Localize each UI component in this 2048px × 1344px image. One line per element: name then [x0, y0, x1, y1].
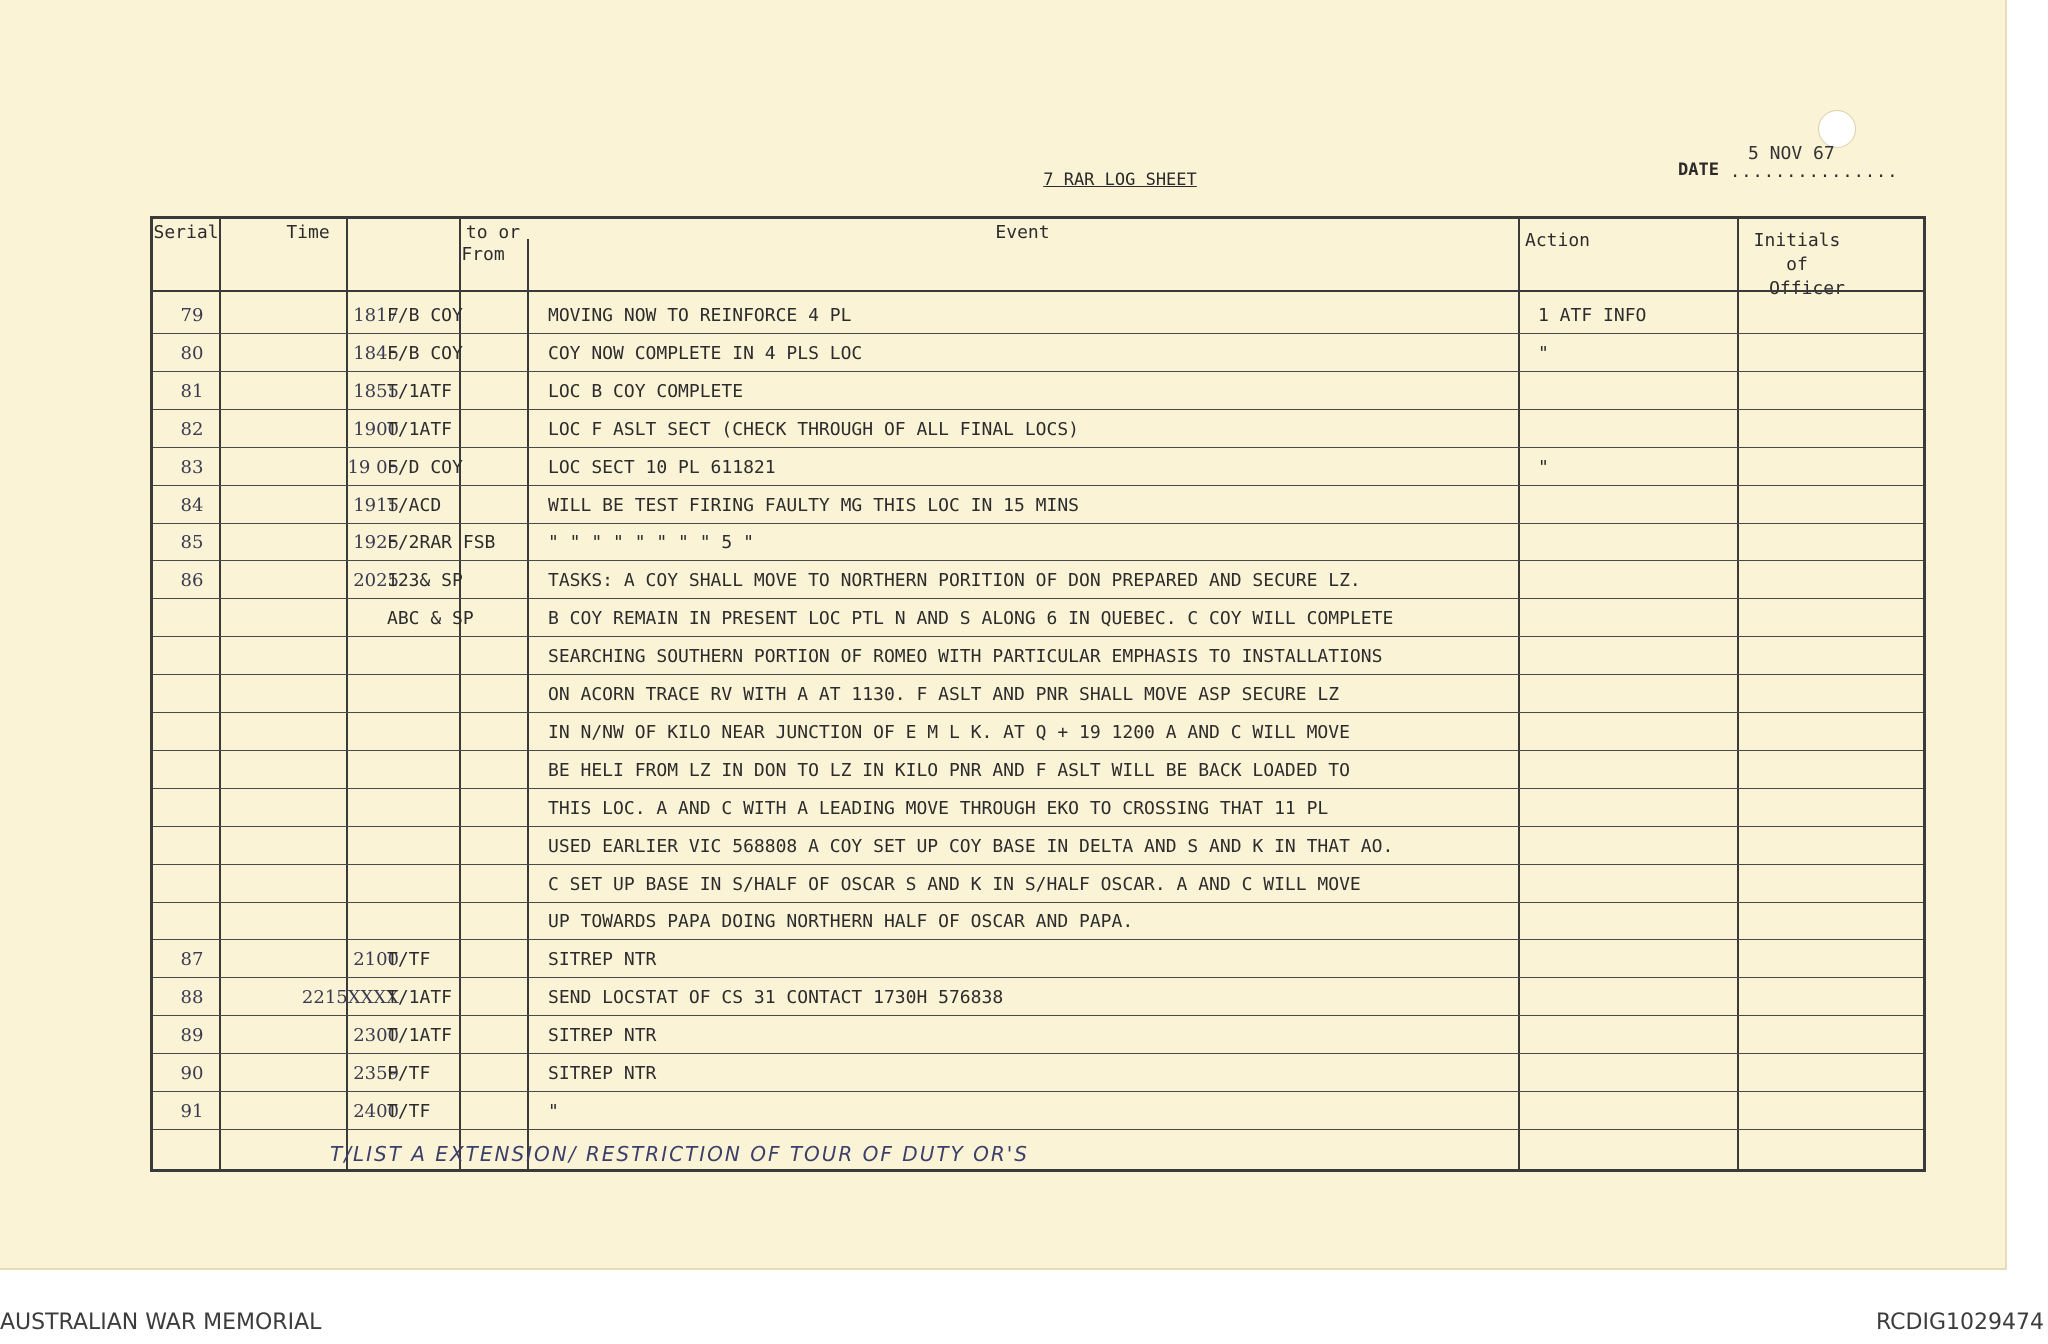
row-time: 1845 — [353, 342, 399, 364]
row-rule — [153, 750, 1923, 751]
row-from: T/1ATF — [387, 380, 453, 402]
header-from-line2: From — [461, 244, 505, 265]
date-label: DATE — [1678, 160, 1719, 180]
row-from: F/TF — [387, 1063, 431, 1084]
row-event: SEARCHING SOUTHERN PORTION OF ROMEO WITH PARTICULAR EMPHASIS TO INSTALLATIONS — [548, 646, 1383, 668]
row-rule — [153, 864, 1923, 865]
row-from: 123& SP — [387, 570, 463, 592]
row-time: 1915 — [353, 494, 399, 516]
row-event: WILL BE TEST FIRING FAULTY MG THIS LOC IN 15 MINS — [548, 494, 1080, 516]
row-rule — [153, 598, 1923, 599]
row-serial: 80 — [180, 342, 204, 364]
log-table — [150, 216, 1926, 1172]
header-serial: Serial — [153, 222, 219, 243]
handwritten-footnote: T/LIST A EXTENSION/ RESTRICTION OF TOUR OF DUTY OR'S — [330, 1142, 1029, 1166]
row-event: " " " " " " " " 5 " — [548, 532, 754, 554]
row-event: USED EARLIER VIC 568808 A COY SET UP COY BASE IN DELTA AND S AND K IN THAT AO. — [548, 835, 1394, 857]
row-time: 1925 — [353, 532, 399, 554]
row-serial: 88 — [180, 987, 204, 1009]
row-time: 1855 — [353, 380, 399, 402]
row-rule — [153, 939, 1923, 940]
row-from: F/B COY — [387, 342, 463, 364]
row-from: T/1ATF — [387, 1025, 453, 1047]
row-from: ABC & SP — [387, 608, 474, 630]
row-serial: 86 — [180, 570, 204, 592]
row-time: 1817 — [353, 305, 399, 326]
row-from: T/TF — [387, 1100, 431, 1122]
row-rule — [153, 371, 1923, 372]
sheet-title: 7 RAR LOG SHEET — [1043, 170, 1197, 190]
row-event: " — [548, 1100, 559, 1122]
row-rule — [153, 1129, 1923, 1130]
row-time: 19 05 — [347, 456, 399, 478]
row-serial: 79 — [180, 305, 204, 326]
row-rule — [153, 560, 1923, 561]
row-rule — [153, 1015, 1923, 1016]
row-event: ON ACORN TRACE RV WITH A AT 1130. F ASLT AND PNR SHALL MOVE ASP SECURE LZ — [548, 684, 1340, 705]
archive-record-id: RCDIG1029474 — [1875, 1310, 2044, 1335]
row-rule — [153, 712, 1923, 713]
row-rule — [153, 902, 1923, 903]
row-rule — [153, 674, 1923, 675]
header-from-line1: to or — [465, 222, 521, 243]
row-event: UP TOWARDS PAPA DOING NORTHERN HALF OF OSCAR AND PAPA. — [548, 911, 1134, 933]
row-event: COY NOW COMPLETE IN 4 PLS LOC — [548, 342, 863, 364]
row-time: 2025 — [353, 570, 399, 592]
row-from: F/2RAR FSB — [387, 532, 496, 554]
row-time: 1900 — [353, 418, 399, 440]
row-event: LOC B COY COMPLETE — [548, 380, 744, 402]
row-serial: 87 — [180, 949, 204, 971]
row-rule — [153, 636, 1923, 637]
row-event: BE HELI FROM LZ IN DON TO LZ IN KILO PNR AND F ASLT WILL BE BACK LOADED TO — [548, 759, 1350, 781]
row-rule — [153, 1091, 1923, 1092]
row-event: TASKS: A COY SHALL MOVE TO NORTHERN PORITION OF DON PREPARED AND SECURE LZ. — [548, 570, 1361, 592]
header-initials-line3: Officer — [1769, 278, 1845, 299]
row-time: 2300 — [353, 1025, 399, 1047]
header-initials-line2: of — [1786, 254, 1808, 275]
row-from: F/D COY — [387, 456, 463, 478]
row-rule — [153, 1053, 1923, 1054]
row-from: F/B COY — [387, 305, 463, 326]
row-event: THIS LOC. A AND C WITH A LEADING MOVE THROUGH EKO TO CROSSING THAT 11 PL — [548, 797, 1329, 819]
row-from: T/TF — [387, 949, 431, 971]
row-time: 2359 — [353, 1063, 399, 1084]
row-time: 2400 — [353, 1100, 399, 1122]
header-rule — [153, 290, 1923, 292]
row-serial: 82 — [180, 418, 204, 440]
row-serial: 85 — [180, 532, 204, 554]
header-time: Time — [286, 222, 330, 243]
date-dots: ............... — [1730, 162, 1899, 182]
row-event: LOC F ASLT SECT (CHECK THROUGH OF ALL FINAL LOCS) — [548, 418, 1080, 440]
row-rule — [153, 409, 1923, 410]
row-event: MOVING NOW TO REINFORCE 4 PL — [548, 305, 852, 326]
row-event: IN N/NW OF KILO NEAR JUNCTION OF E M L K. AT Q + 19 1200 A AND C WILL MOVE — [548, 721, 1350, 743]
row-serial: 81 — [180, 380, 204, 402]
row-rule — [153, 523, 1923, 524]
row-serial: 83 — [180, 456, 204, 478]
row-event: C SET UP BASE IN S/HALF OF OSCAR S AND K IN S/HALF OSCAR. A AND C WILL MOVE — [548, 873, 1361, 895]
row-rule — [153, 788, 1923, 789]
row-serial: 89 — [180, 1025, 204, 1047]
row-event: SITREP NTR — [548, 949, 657, 971]
row-event: SITREP NTR — [548, 1063, 657, 1084]
row-action: " — [1538, 342, 1549, 364]
row-rule — [153, 977, 1923, 978]
header-initials-line1: Initials — [1753, 230, 1841, 251]
row-from: T/ACD — [387, 494, 442, 516]
row-action: 1 ATF INFO — [1538, 305, 1647, 326]
row-event: B COY REMAIN IN PRESENT LOC PTL N AND S ALONG 6 IN QUEBEC. C COY WILL COMPLETE — [548, 608, 1394, 630]
row-rule — [153, 485, 1923, 486]
row-rule — [153, 447, 1923, 448]
row-action: " — [1538, 456, 1549, 478]
header-event: Event — [995, 222, 1050, 243]
archive-credit-bar — [0, 1298, 2048, 1344]
row-time: 2215XXXX — [301, 987, 399, 1009]
archive-name: AUSTRALIAN WAR MEMORIAL — [0, 1310, 322, 1335]
row-event: LOC SECT 10 PL 611821 — [548, 456, 776, 478]
row-serial: 91 — [180, 1100, 204, 1122]
row-from: T/1ATF — [387, 987, 453, 1009]
row-rule — [153, 333, 1923, 334]
row-from: T/1ATF — [387, 418, 453, 440]
header-action: Action — [1525, 230, 1591, 251]
row-serial: 90 — [180, 1063, 204, 1084]
row-rule — [153, 826, 1923, 827]
row-serial: 84 — [180, 494, 204, 516]
row-event: SITREP NTR — [548, 1025, 657, 1047]
row-time: 2100 — [353, 949, 399, 971]
row-event: SEND LOCSTAT OF CS 31 CONTACT 1730H 576838 — [548, 987, 1004, 1009]
date-value: 5 NOV 67 — [1748, 143, 1835, 164]
